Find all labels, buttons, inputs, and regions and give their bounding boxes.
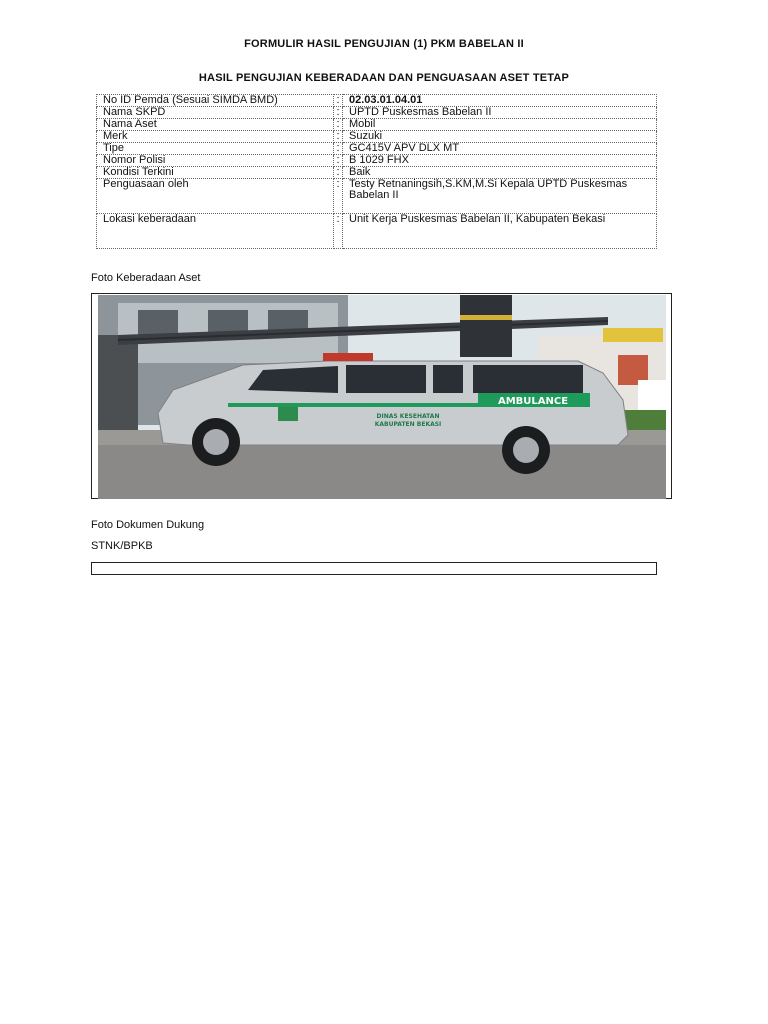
row-label: Penguasaan oleh bbox=[97, 179, 334, 214]
row-value: Testy Retnaningsih,S.KM,M.Si Kepala UPTD Puskesmas Babelan II bbox=[343, 179, 657, 214]
row-value: Suzuki bbox=[343, 131, 657, 143]
table-row bbox=[97, 155, 657, 167]
table-row bbox=[97, 179, 657, 214]
photo-asset-caption: Foto Keberadaan Aset bbox=[91, 272, 201, 284]
door-text-1: DINAS KESEHATAN bbox=[376, 413, 440, 420]
row-value: Unit Kerja Puskesmas Babelan II, Kabupaten Bekasi bbox=[343, 214, 657, 249]
row-value: Baik bbox=[343, 167, 657, 179]
row-value: UPTD Puskesmas Babelan II bbox=[343, 107, 657, 119]
row-label: Nama SKPD bbox=[97, 107, 334, 119]
row-value: 02.03.01.04.01 bbox=[343, 95, 657, 107]
form-subtitle: HASIL PENGUJIAN KEBERADAAN DAN PENGUASAAN ASET TETAP bbox=[198, 72, 570, 84]
row-label: Tipe bbox=[97, 143, 334, 155]
row-separator: : bbox=[334, 131, 343, 143]
row-label: Merk bbox=[97, 131, 334, 143]
row-separator: : bbox=[334, 155, 343, 167]
row-separator: : bbox=[334, 95, 343, 107]
row-value: B 1029 FHX bbox=[343, 155, 657, 167]
row-label: Kondisi Terkini bbox=[97, 167, 334, 179]
table-row bbox=[97, 95, 657, 107]
row-separator: : bbox=[334, 167, 343, 179]
photo-docs-caption: Foto Dokumen Dukung bbox=[91, 519, 205, 531]
asset-photo bbox=[91, 293, 672, 499]
row-separator: : bbox=[334, 179, 343, 214]
door-text-2: KABUPATEN BEKASI bbox=[374, 421, 442, 428]
table-row bbox=[97, 107, 657, 119]
ambulance-label: AMBULANCE bbox=[497, 396, 569, 407]
row-label: No ID Pemda (Sesuai SIMDA BMD) bbox=[97, 95, 334, 107]
row-separator: : bbox=[334, 119, 343, 131]
table-row bbox=[97, 214, 657, 249]
ambulance-photo-image bbox=[98, 295, 666, 499]
table-row bbox=[97, 143, 657, 155]
row-separator: : bbox=[334, 107, 343, 119]
row-label: Nama Aset bbox=[97, 119, 334, 131]
row-separator: : bbox=[334, 143, 343, 155]
asset-info-table bbox=[96, 94, 657, 249]
row-value: GC415V APV DLX MT bbox=[343, 143, 657, 155]
table-row bbox=[97, 167, 657, 179]
doc-type-caption: STNK/BPKB bbox=[91, 540, 153, 552]
row-label: Lokasi keberadaan bbox=[97, 214, 334, 249]
row-label: Nomor Polisi bbox=[97, 155, 334, 167]
form-title: FORMULIR HASIL PENGUJIAN (1) PKM BABELAN II bbox=[244, 38, 524, 50]
document-photo-box bbox=[91, 562, 657, 575]
row-value: Mobil bbox=[343, 119, 657, 131]
table-row bbox=[97, 131, 657, 143]
table-row bbox=[97, 119, 657, 131]
row-separator: : bbox=[334, 214, 343, 249]
